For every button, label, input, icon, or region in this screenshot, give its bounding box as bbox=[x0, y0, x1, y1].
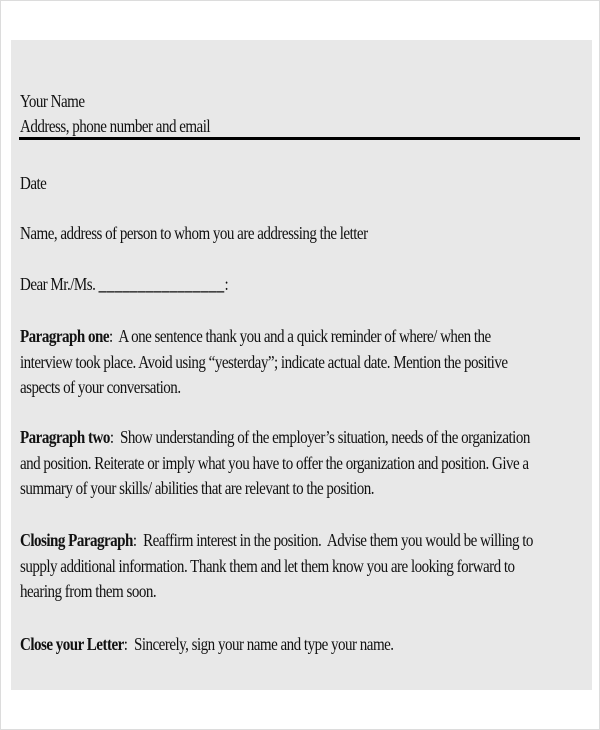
paragraph-two-instructions bbox=[20, 425, 585, 502]
paragraph-heading: Paragraph one bbox=[20, 326, 110, 346]
paragraph-heading: Closing Paragraph bbox=[20, 530, 133, 550]
paragraph-line: summary of your skills/ abilities that are relevant to the position. bbox=[20, 478, 375, 498]
paragraph-line: Reaffirm interest in the position. Advise them you would be willing to bbox=[136, 530, 533, 550]
paragraph-one-instructions bbox=[20, 324, 585, 401]
salutation-blank: ________________ bbox=[98, 274, 225, 294]
paragraph-separator: : bbox=[109, 427, 114, 447]
recipient-text: Name, address of person to whom you are addressing the letter bbox=[20, 223, 368, 243]
close-letter-instructions bbox=[20, 632, 585, 658]
salutation-suffix: : bbox=[224, 274, 229, 294]
paragraph-separator: : bbox=[123, 634, 128, 654]
paragraph-heading: Paragraph two bbox=[20, 427, 110, 447]
salutation-prefix: Dear Mr./Ms. bbox=[20, 274, 96, 294]
sender-name: Your Name bbox=[20, 91, 85, 111]
paragraph-line: and position. Reiterate or imply what you have to offer the organization and position. Give a bbox=[20, 452, 529, 473]
paragraph-line: Show understanding of the employer’s situation, needs of the organization bbox=[113, 427, 530, 447]
paragraph-line: supply additional information. Thank them and let them know you are looking forward to bbox=[20, 555, 515, 576]
paragraph-separator: : bbox=[109, 326, 113, 346]
closing-paragraph-instructions bbox=[20, 528, 585, 605]
header-divider bbox=[19, 137, 580, 140]
paragraph-line: interview took place. Avoid using “yesterday”; indicate actual date. Mention the positive bbox=[20, 351, 508, 372]
letter-header bbox=[20, 89, 580, 139]
paragraph-heading: Close your Letter bbox=[20, 634, 124, 654]
date-text: Date bbox=[20, 173, 47, 193]
paragraph-line: aspects of your conversation. bbox=[20, 377, 181, 397]
recipient-line bbox=[20, 221, 585, 246]
paragraph-line: Sincerely, sign your name and type your name. bbox=[127, 634, 394, 654]
salutation-line bbox=[20, 272, 585, 297]
paragraph-line: hearing from them soon. bbox=[20, 581, 157, 601]
sender-contact: Address, phone number and email bbox=[20, 116, 211, 136]
paragraph-separator: : bbox=[132, 530, 137, 550]
paragraph-line: A one sentence thank you and a quick reminder of where/ when the bbox=[112, 326, 491, 346]
date-line bbox=[20, 171, 585, 196]
letter-template-page bbox=[11, 40, 592, 690]
